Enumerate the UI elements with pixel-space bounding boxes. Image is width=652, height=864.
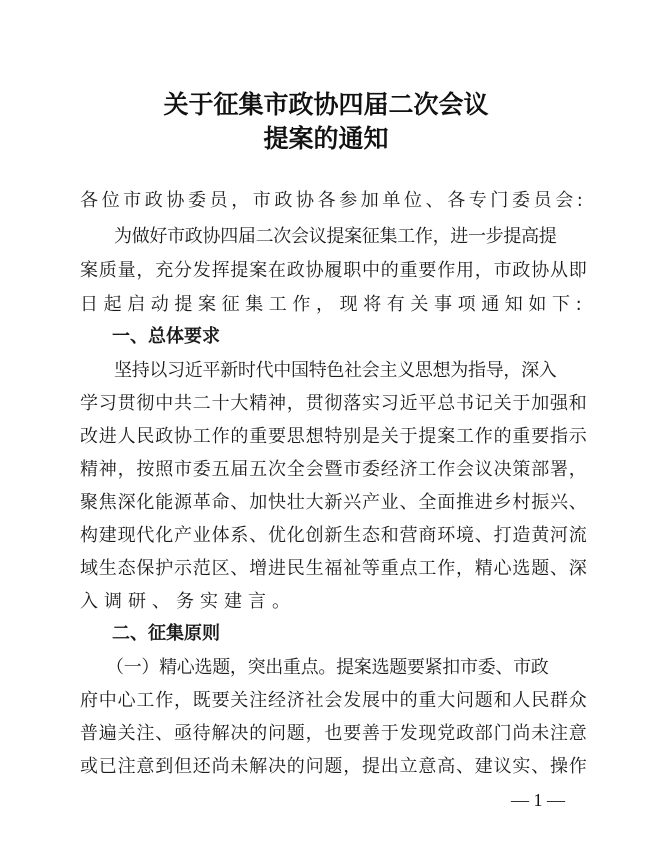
paragraph-line: 日起启动提案征集工作，现将有关事项通知如下: bbox=[80, 294, 588, 315]
section-heading-2: 二、征集原则 bbox=[112, 623, 220, 644]
paragraph-line: 改进人民政协工作的重要思想特别是关于提案工作的重要指示 bbox=[80, 426, 588, 447]
paragraph-line: 府中心工作，既要关注经济社会发展中的重大问题和人民群众 bbox=[80, 690, 588, 711]
paragraph-line: 聚焦深化能源革命、加快壮大新兴产业、全面推进乡村振兴、 bbox=[80, 492, 588, 513]
paragraph-line: 构建现代化产业体系、优化创新生态和营商环境、打造黄河流 bbox=[80, 525, 588, 546]
page-number: — 1 — bbox=[511, 790, 565, 810]
paragraph-line: 坚持以习近平新时代中国特色社会主义思想为指导，深入 bbox=[114, 360, 557, 381]
paragraph-line: 域生态保护示范区、增进民生福祉等重点工作，精心选题、深 bbox=[80, 558, 588, 579]
paragraph-line: 或已注意到但还尚未解决的问题，提出立意高、建议实、操作 bbox=[80, 756, 588, 777]
paragraph-line: 案质量，充分发挥提案在政协履职中的重要作用，市政协从即 bbox=[80, 260, 588, 281]
paragraph-line: 精神，按照市委五届五次全会暨市委经济工作会议决策部署， bbox=[80, 459, 588, 480]
paragraph-line: （一）精心选题，突出重点。提案选题要紧扣市委、市政 bbox=[106, 657, 549, 678]
paragraph-line: 为做好市政协四届二次会议提案征集工作，进一步提高提 bbox=[114, 226, 557, 247]
salutation: 各位市政协委员，市政协各参加单位、各专门委员会: bbox=[80, 190, 587, 211]
document-title-line-2: 提案的通知 bbox=[263, 124, 389, 153]
paragraph-line: 学习贯彻中共二十大精神，贯彻落实习近平总书记关于加强和 bbox=[80, 393, 588, 414]
paragraph-line: 普遍关注、亟待解决的问题，也要善于发现党政部门尚未注意 bbox=[80, 723, 588, 744]
paragraph-line: 入调研、务实建言。 bbox=[80, 591, 296, 612]
document-title-line-1: 关于征集市政协四届二次会议 bbox=[163, 90, 489, 119]
section-heading-1: 一、总体要求 bbox=[112, 326, 220, 347]
